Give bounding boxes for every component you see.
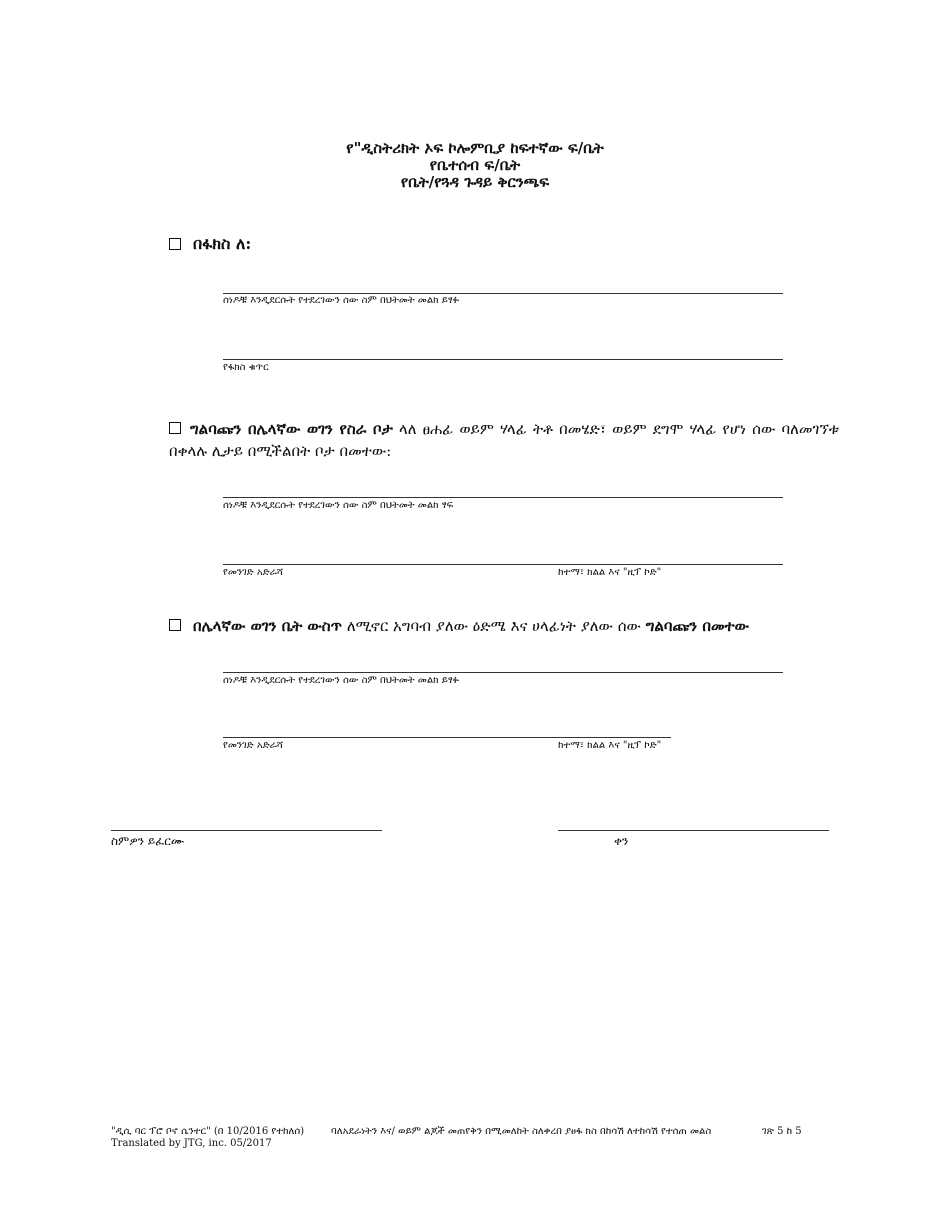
workplace-rest: ላለ ፀሐፊ ወይም ሃላፊ ትቶ በመሄድ፣ ወይም ደግሞ ሃላፊ የሆነ ሰው ባለመገኘቱ በቀላሉ ሊታይ በሚችልበት ቦታ በመተው: [169, 420, 839, 460]
fax-section-title: በፋክስ ለ: [193, 234, 252, 253]
home-recipient-name-caption: ሰነዶቹ እንዲደርሱት የተደረገውን ሰው ስም በህትመት መልክ ይፃፉ [223, 675, 460, 686]
fax-checkbox[interactable] [169, 238, 181, 250]
court-name: የ"ዲስትሪክት ኦፍ ኮሎምቢያ ከፍተኛው ፍ/ቤት [346, 139, 604, 157]
footer-document-title: ባለአደራነትን እና/ ወይም ልጆች መጠየቅን በሚመለከት ስለቀረበ ያፀፋ ክስ በከሳሽ ለተከሳሽ የተሰጠ መልስ [331, 1126, 712, 1137]
workplace-bold-lead: ግልባጩን በሌላኛው ወገን የስራ ቦታ [190, 420, 393, 438]
document-header [0, 140, 950, 191]
date-caption: ቀን [614, 834, 629, 848]
workplace-section-text [169, 418, 839, 462]
footer-page-number: ገጽ 5 ከ 5 [762, 1126, 802, 1137]
footer-left [111, 1126, 304, 1150]
fax-recipient-name-caption: ሰነዶቹ እንዲደርሱት የተደረገውን ሰው ስም በህትመት መልክ ይፃፉ [223, 295, 460, 306]
home-checkbox[interactable] [169, 619, 181, 631]
home-recipient-name-line[interactable] [223, 672, 783, 673]
home-section-text [193, 615, 843, 637]
fax-number-line[interactable] [223, 359, 783, 360]
fax-recipient-name-line[interactable] [223, 293, 783, 294]
signature-caption: ስምዎን ይፈርሙ [111, 834, 185, 848]
signature-line[interactable] [111, 830, 382, 831]
home-street-caption: የመንገድ አድራሻ [223, 740, 284, 751]
home-bold-tail: ግልባጩን በመተው [645, 617, 750, 635]
home-bold-lead: በሌላኛው ወገን ቤት ውስጥ [193, 617, 343, 635]
branch-name: የቤት/የጓዳ ጉዳይ ቅርንጫፍ [400, 173, 550, 191]
home-middle: ለሚኖር አግባብ ያለው ዕድሜ እና ሀላፊነት ያለው ሰው [342, 617, 646, 635]
date-line[interactable] [558, 830, 829, 831]
workplace-address-line[interactable] [223, 564, 783, 565]
workplace-city-caption: ከተማ፣ ክልል እና "ዚፕ ኮድ" [558, 567, 662, 578]
workplace-recipient-name-line[interactable] [223, 497, 783, 498]
footer-source: "ዲሲ ባር ፕሮ ቦኖ ሴንተር" (በ 10/2016 የተከለሰ) [111, 1126, 305, 1137]
division-name: የቤተሰብ ፍ/ቤት [429, 156, 521, 174]
workplace-recipient-name-caption: ሰነዶቹ እንዲደርሱት የተደረገውን ሰው ስም በህትመት መልክ ፃፍ [223, 500, 454, 511]
workplace-street-caption: የመንገድ አድራሻ [223, 567, 284, 578]
home-address-line[interactable] [223, 737, 671, 738]
footer-translator: Translated by JTG, inc. 05/2017 [111, 1138, 272, 1149]
fax-number-caption: የፋክስ ቁጥር [223, 362, 269, 373]
home-city-caption: ከተማ፣ ክልል እና "ዚፕ ኮድ" [558, 740, 662, 751]
